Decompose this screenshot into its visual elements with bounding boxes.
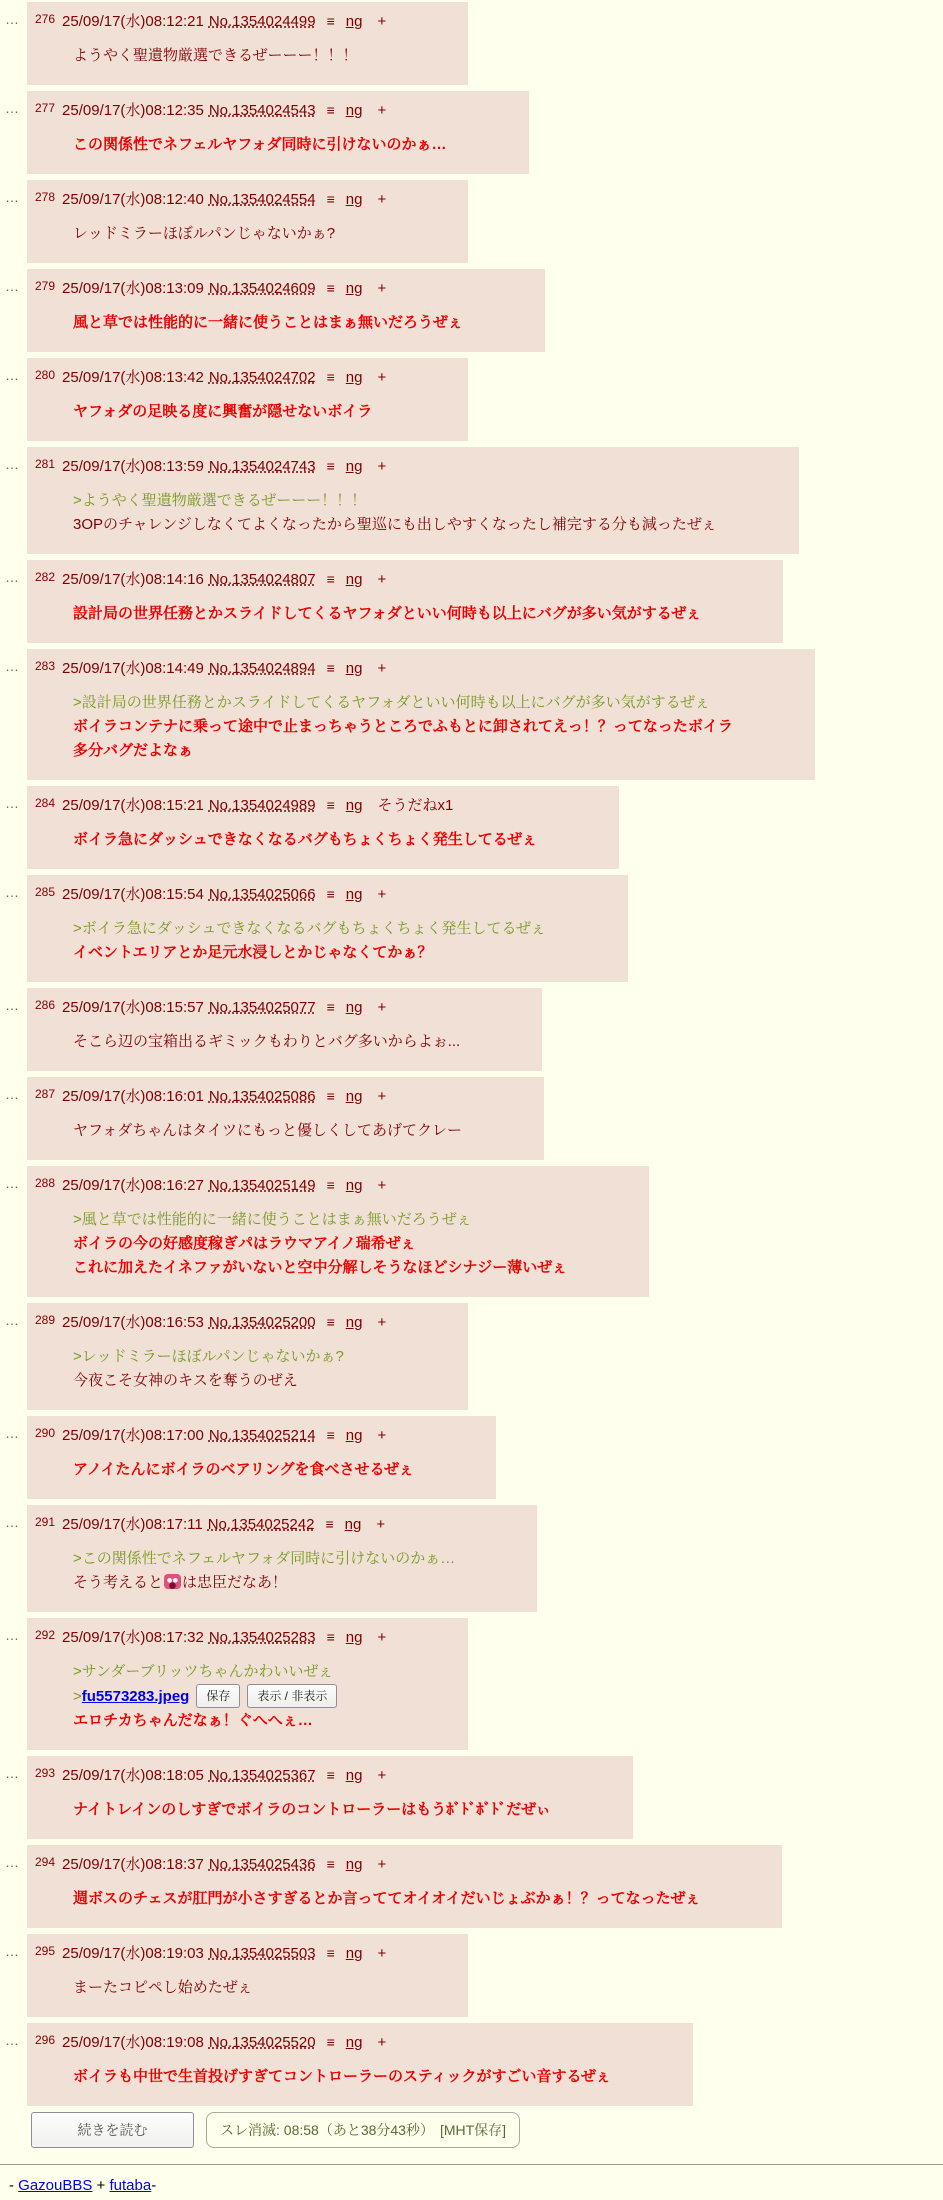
post-header (35, 1310, 386, 1333)
post-number-link[interactable]: No.1354024989 (208, 797, 316, 814)
post-block (27, 1618, 468, 1750)
post-body (73, 1798, 551, 1822)
post-timestamp: 25/09/17(水)08:19:03 (62, 1945, 204, 1962)
post-block (27, 1416, 496, 1499)
sodane-plus-button[interactable]: + (376, 1516, 386, 1533)
ng-button[interactable]: ng (345, 660, 363, 677)
post (5, 560, 943, 643)
post-menu-icon[interactable]: ≡ (326, 1629, 335, 1645)
post-expand-dots[interactable]: … (5, 1175, 18, 1191)
continue-reading-button[interactable]: 続きを読む (31, 2112, 194, 2148)
ng-button[interactable]: ng (345, 102, 363, 119)
post-index: 276 (35, 12, 56, 26)
post-index: 281 (35, 457, 56, 471)
post-menu-icon[interactable]: ≡ (326, 1427, 335, 1443)
post-block (27, 1505, 537, 1612)
sodane-plus-button[interactable]: + (377, 571, 387, 588)
post-line-quote: >この関係性でネフェルヤフォダ同時に引けないのかぁ… (73, 1550, 456, 1567)
thread-expiry-box (206, 2112, 520, 2148)
post-menu-icon[interactable]: ≡ (326, 1088, 335, 1104)
post-block (27, 2, 468, 85)
sodane-plus-button[interactable]: + (377, 886, 387, 903)
post-number-link[interactable]: No.1354024609 (208, 280, 316, 297)
post-timestamp: 25/09/17(水)08:13:59 (62, 458, 204, 475)
post-line-quote: >レッドミラーほぼルパンじゃないかぁ? (73, 1348, 344, 1365)
post-timestamp: 25/09/17(水)08:17:00 (62, 1427, 204, 1444)
site-footer (9, 2177, 943, 2200)
post-line-normal: 今夜こそ女神のキスを奪うのぜえ (73, 1372, 298, 1389)
post (5, 1934, 943, 2017)
post-body (73, 1119, 462, 1143)
post-line-red: ボイラ急にダッシュできなくなるバグもちょくちょく発生してるぜぇ (73, 831, 537, 848)
ng-button[interactable]: ng (345, 1088, 363, 1105)
post-header (35, 1423, 414, 1446)
post-block (27, 1077, 544, 1160)
file-link[interactable]: fu5573283.jpeg (81, 1688, 190, 1705)
post-number-link[interactable]: No.1354024743 (208, 458, 316, 475)
post-header (35, 567, 701, 590)
post-line-red: 週ボスのチェスが肛門が小さすぎるとか言っててオイオイだいじょぶかぁ！？ってなったぜぇ (73, 1890, 701, 1907)
post-number-link[interactable]: No.1354024894 (208, 660, 316, 677)
post-block (27, 2023, 693, 2106)
post-expand-dots[interactable]: … (5, 456, 18, 472)
post-menu-icon[interactable]: ≡ (326, 369, 335, 385)
post-block (27, 1166, 649, 1297)
post-number-link[interactable]: No.1354025086 (208, 1088, 316, 1105)
post-block (27, 1934, 468, 2017)
post-block (27, 358, 468, 441)
post-timestamp: 25/09/17(水)08:18:05 (62, 1767, 204, 1784)
post-index: 286 (35, 998, 56, 1012)
post (5, 1077, 943, 1160)
ng-button[interactable]: ng (345, 999, 363, 1016)
post-header (35, 276, 463, 299)
post-block (27, 560, 783, 643)
post-number-link[interactable]: No.1354025503 (208, 1945, 316, 1962)
sodane-plus-button[interactable]: + (377, 458, 387, 475)
post (5, 1505, 943, 1612)
post-menu-icon[interactable]: ≡ (326, 13, 335, 29)
post-line-quote: >サンダーブリッツちゃんかわいいぜぇ (73, 1663, 334, 1680)
post-menu-icon[interactable]: ≡ (325, 1516, 334, 1532)
post-index: 288 (35, 1176, 56, 1190)
post-line-quote: >ボイラ急にダッシュできなくなるバグもちょくちょく発生してるぜぇ (73, 920, 546, 937)
post (5, 1618, 943, 1750)
post-line-red: 設計局の世界任務とかスライドしてくるヤフォダといい何時も以上にバグが多い気がするぜぇ (73, 605, 702, 622)
post (5, 1303, 943, 1410)
sodane-plus-button[interactable]: + (377, 102, 387, 119)
post-timestamp: 25/09/17(水)08:14:49 (62, 660, 204, 677)
ng-button[interactable]: ng (345, 191, 363, 208)
post-timestamp: 25/09/17(水)08:14:16 (62, 571, 204, 588)
post-header (35, 2030, 611, 2053)
post-timestamp: 25/09/17(水)08:12:40 (62, 191, 204, 208)
post-body (73, 311, 463, 335)
post-menu-icon[interactable]: ≡ (326, 571, 335, 587)
post-header (35, 187, 386, 210)
post-body (73, 1547, 455, 1595)
post-body (73, 222, 386, 246)
post-body (73, 133, 447, 157)
post-block (27, 447, 799, 554)
post-menu-icon[interactable]: ≡ (326, 191, 335, 207)
bottom-controls (31, 2112, 943, 2148)
post-header (35, 98, 447, 121)
post-index: 290 (35, 1426, 56, 1440)
post (5, 1416, 943, 1499)
post-number-link[interactable]: No.1354024499 (208, 13, 316, 30)
post-timestamp: 25/09/17(水)08:12:35 (62, 102, 204, 119)
post-expand-dots[interactable]: … (5, 1943, 18, 1959)
post-body (73, 2065, 611, 2089)
post-menu-icon[interactable]: ≡ (326, 280, 335, 296)
post-menu-icon[interactable]: ≡ (326, 797, 335, 813)
post (5, 875, 943, 982)
post-index: 283 (35, 659, 56, 673)
post-body (73, 1030, 460, 1054)
post-menu-icon[interactable]: ≡ (326, 660, 335, 676)
post-expand-dots[interactable]: … (5, 997, 18, 1013)
sodane-plus-button[interactable]: + (377, 13, 387, 30)
sodane-plus-button[interactable]: + (377, 999, 387, 1016)
post-line-red: ボイラも中世で生首投げすぎてコントローラーのスティックがすごい音するぜぇ (73, 2068, 611, 2085)
post-expand-dots[interactable]: … (5, 658, 18, 674)
quote-mark: > (73, 1688, 82, 1705)
ng-button[interactable]: ng (345, 1314, 363, 1331)
post-header (35, 1173, 567, 1196)
post-expand-dots[interactable]: … (5, 367, 18, 383)
post-header (35, 1512, 455, 1535)
post-menu-icon[interactable]: ≡ (326, 2034, 335, 2050)
post-header (35, 365, 386, 388)
post-expand-dots[interactable]: … (5, 1312, 18, 1328)
post-timestamp: 25/09/17(水)08:13:42 (62, 369, 204, 386)
post-block (27, 786, 619, 869)
post-timestamp: 25/09/17(水)08:13:09 (62, 280, 204, 297)
post-number-link[interactable]: No.1354025520 (208, 2034, 316, 2051)
post-number-link[interactable]: No.1354025436 (208, 1856, 316, 1873)
ng-button[interactable]: ng (345, 13, 363, 30)
post-block (27, 875, 628, 982)
ng-button[interactable]: ng (344, 1516, 362, 1533)
sodane-plus-button[interactable]: + (377, 1427, 387, 1444)
post-timestamp: 25/09/17(水)08:16:01 (62, 1088, 204, 1105)
footer-text: + (92, 2177, 110, 2194)
post-header (35, 1941, 386, 1964)
gazoubbs-link[interactable]: GazouBBS (18, 2177, 93, 2194)
post-line-normal: そこら辺の宝箱出るギミックもわりとバグ多いからよぉ... (73, 1033, 461, 1050)
post-line-normal: そう考えると は忠臣だなあ！ (73, 1574, 288, 1591)
mht-save-link[interactable]: [MHT保存] (439, 2122, 507, 2138)
sodane-plus-button[interactable]: + (377, 2034, 387, 2051)
post-index: 278 (35, 190, 56, 204)
futaba-link[interactable]: futaba (109, 2177, 152, 2194)
thread-expiry-text: スレ消滅: 08:58（あと38分43秒） (220, 2122, 434, 2138)
post-line-red: ボイラの今の好感度稼ぎパはラウマアイノ瑞希ぜぇ (73, 1235, 416, 1252)
sodane-plus-button[interactable]: + (377, 1177, 387, 1194)
post-timestamp: 25/09/17(水)08:12:21 (62, 13, 204, 30)
post (5, 358, 943, 441)
post-header (35, 9, 386, 32)
post-timestamp: 25/09/17(水)08:15:57 (62, 999, 204, 1016)
sodane-count[interactable]: そうだねx1 (377, 797, 454, 814)
post-timestamp: 25/09/17(水)08:15:54 (62, 886, 204, 903)
post-line-red: この関係性でネフェルヤフォダ同時に引けないのかぁ… (73, 136, 447, 153)
ng-button[interactable]: ng (345, 458, 363, 475)
post-index: 292 (35, 1628, 56, 1642)
post-body (73, 1208, 567, 1280)
post-timestamp: 25/09/17(水)08:16:27 (62, 1177, 204, 1194)
post-index: 294 (35, 1855, 56, 1869)
post-line-quote: >ようやく聖遺物厳選できるぜーーー！！！ (73, 492, 367, 509)
post-line-quote: >風と草では性能的に一緒に使うことはまぁ無いだろうぜぇ (73, 1211, 472, 1228)
post-expand-dots[interactable]: … (5, 11, 18, 27)
post-line-red: アノイたんにボイラのベアリングを食べさせるぜぇ (73, 1461, 414, 1478)
post-body (73, 602, 701, 626)
post-header (35, 454, 717, 477)
post-timestamp: 25/09/17(水)08:19:08 (62, 2034, 204, 2051)
post-index: 296 (35, 2033, 56, 2047)
post-expand-dots[interactable]: … (5, 278, 18, 294)
post-timestamp: 25/09/17(水)08:17:11 (62, 1516, 203, 1533)
post-number-link[interactable]: No.1354024554 (208, 191, 316, 208)
sodane-plus-button[interactable]: + (377, 1088, 387, 1105)
post-index: 295 (35, 1944, 56, 1958)
post-expand-dots[interactable]: … (5, 795, 18, 811)
post-header (35, 1084, 462, 1107)
post-menu-icon[interactable]: ≡ (326, 1767, 335, 1783)
post-body (73, 1458, 414, 1482)
post-line-quote: >設計局の世界任務とかスライドしてくるヤフォダといい何時も以上にバグが多い気がするぜぇ (73, 694, 710, 711)
post-index: 285 (35, 885, 56, 899)
post-timestamp: 25/09/17(水)08:15:21 (62, 797, 204, 814)
post-menu-icon[interactable]: ≡ (326, 1945, 335, 1961)
post-timestamp: 25/09/17(水)08:16:53 (62, 1314, 204, 1331)
post-line-normal: まーたコピペし始めたぜぇ (73, 1979, 253, 1996)
sodane-plus-button[interactable]: + (377, 1767, 387, 1784)
ng-button[interactable]: ng (345, 1945, 363, 1962)
post-menu-icon[interactable]: ≡ (326, 886, 335, 902)
post-header (35, 995, 460, 1018)
post-expand-dots[interactable]: … (5, 1854, 18, 1870)
post (5, 180, 943, 263)
post-block (27, 269, 545, 352)
post-menu-icon[interactable]: ≡ (326, 1856, 335, 1872)
post-expand-dots[interactable]: … (5, 1425, 18, 1441)
post-index: 282 (35, 570, 56, 584)
post-expand-dots[interactable]: … (5, 884, 18, 900)
post-index: 289 (35, 1313, 56, 1327)
post-number-link[interactable]: No.1354025200 (208, 1314, 316, 1331)
post-expand-dots[interactable]: … (5, 1514, 18, 1530)
post-body (73, 489, 717, 537)
post-body (73, 1887, 700, 1911)
post (5, 2023, 943, 2106)
footer-divider (0, 2164, 943, 2165)
post-header (35, 793, 537, 816)
post-line-red: 風と草では性能的に一緒に使うことはまぁ無いだろうぜぇ (73, 314, 463, 331)
post-line-normal: 3OPのチャレンジしなくてよくなったから聖巡にも出しやすくなったし補完する分も減ったぜぇ (73, 516, 717, 533)
post-body (73, 400, 386, 424)
toggle-visibility-button[interactable]: 表示 / 非表示 (247, 1684, 337, 1708)
post-line-normal: ようやく聖遺物厳選できるぜーーー！！！ (73, 47, 358, 64)
post-line-red: これに加えたイネファがいないと空中分解しそうなほどシナジー薄いぜぇ (73, 1259, 567, 1276)
post-header (35, 1852, 700, 1875)
post (5, 1166, 943, 1297)
post-block (27, 91, 529, 174)
oni-emoji (164, 1574, 181, 1589)
post-header (35, 656, 733, 679)
post-expand-dots[interactable]: … (5, 100, 18, 116)
post-index: 279 (35, 279, 56, 293)
sodane-plus-button[interactable]: + (377, 660, 387, 677)
sodane-plus-button[interactable]: + (377, 1314, 387, 1331)
post-line-red: エロチカちゃんだなぁ！ぐへへぇ… (73, 1712, 313, 1729)
post-number-link[interactable]: No.1354024702 (208, 369, 316, 386)
post-line-red: 多分バグだよなぁ (73, 742, 194, 759)
ng-button[interactable]: ng (345, 886, 363, 903)
post-header (35, 1625, 386, 1648)
post-number-link[interactable]: No.1354025283 (208, 1629, 316, 1646)
post-expand-dots[interactable]: … (5, 569, 18, 585)
post-body (73, 1345, 386, 1393)
post-line-red: イベントエリアとか足元水浸しとかじゃなくてかぁ？ (73, 944, 433, 961)
save-button[interactable]: 保存 (196, 1684, 240, 1708)
post-menu-icon[interactable]: ≡ (326, 458, 335, 474)
post (5, 988, 943, 1071)
post-expand-dots[interactable]: … (5, 1627, 18, 1643)
sodane-plus-button[interactable]: + (377, 1856, 387, 1873)
post (5, 1756, 943, 1839)
post-header (35, 882, 546, 905)
post-body (73, 1660, 386, 1733)
ng-button[interactable]: ng (345, 1177, 363, 1194)
post-block (27, 1303, 468, 1410)
post-index: 277 (35, 101, 56, 115)
post-line-file (73, 1684, 386, 1709)
sodane-plus-button[interactable]: + (377, 280, 387, 297)
post-line-red: ボイラコンテナに乗って途中で止まっちゃうところでふもとに卸されてえっ！？ってなったボイラ (73, 718, 733, 735)
post-index: 287 (35, 1087, 56, 1101)
post-expand-dots[interactable]: … (5, 189, 18, 205)
post-block (27, 180, 468, 263)
post (5, 1845, 943, 1928)
post-number-link[interactable]: No.1354025077 (208, 999, 316, 1016)
post-body (73, 917, 546, 965)
post (5, 786, 943, 869)
post-menu-icon[interactable]: ≡ (326, 999, 335, 1015)
post (5, 447, 943, 554)
post-line-normal: レッドミラーほぼルパンじゃないかぁ? (73, 225, 336, 242)
post-body (73, 828, 537, 852)
post-number-link[interactable]: No.1354024543 (208, 102, 316, 119)
ng-button[interactable]: ng (345, 1767, 363, 1784)
post-timestamp: 25/09/17(水)08:18:37 (62, 1856, 204, 1873)
sodane-plus-button[interactable]: + (377, 1945, 387, 1962)
post-index: 293 (35, 1766, 56, 1780)
ng-button[interactable]: ng (345, 2034, 363, 2051)
footer-text: - (151, 2177, 157, 2194)
post-line-normal: ヤフォダちゃんはタイツにもっと優しくしてあげてクレー (73, 1122, 462, 1139)
post-number-link[interactable]: No.1354024807 (208, 571, 316, 588)
post-line-red: ヤフォダの足映る度に興奮が隠せないボイラ (73, 403, 373, 420)
post-block (27, 1756, 633, 1839)
post-expand-dots[interactable]: … (5, 1765, 18, 1781)
post (5, 91, 943, 174)
post-body (73, 44, 386, 68)
sodane-plus-button[interactable]: + (377, 191, 387, 208)
post-number-link[interactable]: No.1354025214 (208, 1427, 316, 1444)
post-index: 284 (35, 796, 56, 810)
post-menu-icon[interactable]: ≡ (326, 1314, 335, 1330)
sodane-plus-button[interactable]: + (377, 369, 387, 386)
post-block (27, 1845, 782, 1928)
post-menu-icon[interactable]: ≡ (326, 102, 335, 118)
ng-button[interactable]: ng (345, 571, 363, 588)
post-menu-icon[interactable]: ≡ (326, 1177, 335, 1193)
ng-button[interactable]: ng (345, 280, 363, 297)
ng-button[interactable]: ng (345, 369, 363, 386)
sodane-plus-button[interactable]: + (377, 1629, 387, 1646)
footer-text: - (9, 2177, 19, 2194)
ng-button[interactable]: ng (345, 797, 363, 814)
post-index: 280 (35, 368, 56, 382)
post-block (27, 988, 542, 1071)
post-expand-dots[interactable]: … (5, 2032, 18, 2048)
post (5, 649, 943, 780)
post (5, 2, 943, 85)
post-body (73, 691, 733, 763)
post (5, 269, 943, 352)
post-index: 291 (35, 1515, 56, 1529)
ng-button[interactable]: ng (345, 1427, 363, 1444)
post-expand-dots[interactable]: … (5, 1086, 18, 1102)
post-number-link[interactable]: No.1354025066 (208, 886, 316, 903)
post-number-link[interactable]: No.1354025149 (208, 1177, 316, 1194)
post-number-link[interactable]: No.1354025242 (207, 1516, 315, 1533)
post-block (27, 649, 815, 780)
post-line-red: ナイトレインのしすぎでボイラのコントローラーはもうﾎﾞﾄﾞﾎﾞﾄﾞだぜぃ (73, 1801, 551, 1818)
post-number-link[interactable]: No.1354025367 (208, 1767, 316, 1784)
post-header (35, 1763, 551, 1786)
post-timestamp: 25/09/17(水)08:17:32 (62, 1629, 204, 1646)
post-body (73, 1976, 386, 2000)
ng-button[interactable]: ng (345, 1856, 363, 1873)
ng-button[interactable]: ng (345, 1629, 363, 1646)
